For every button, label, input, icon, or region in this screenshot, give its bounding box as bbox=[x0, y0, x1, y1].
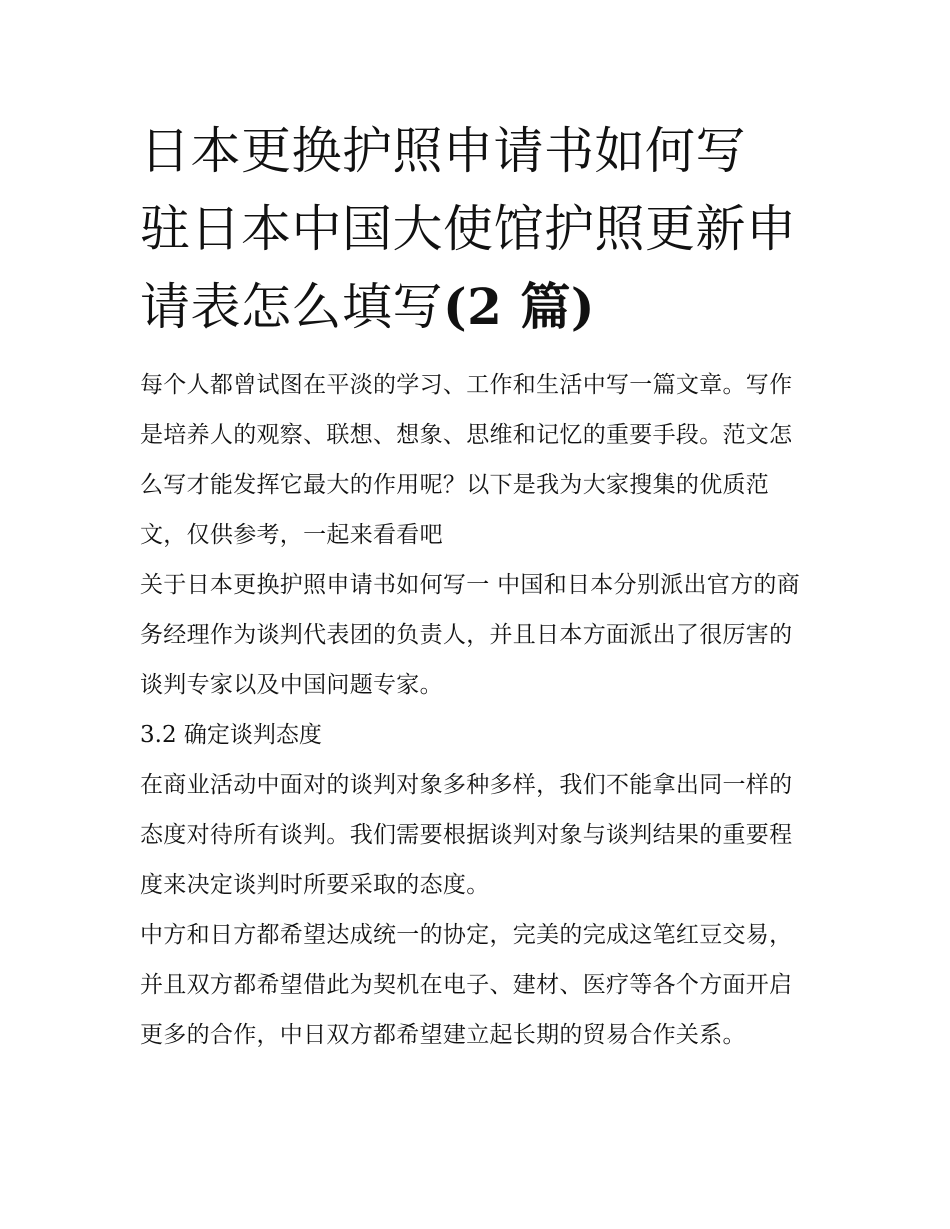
title-count: (2 篇) bbox=[443, 277, 596, 336]
body-paragraph: 关于日本更换护照申请书如何写一 中国和日本分别派出官方的商务经理作为谈判代表团的负责人，并且日本方面派出了很厉害的谈判专家以及中国问题专家。 bbox=[140, 572, 801, 698]
title-main-text: 日本更换护照申请书如何写 驻日本中国大使馆护照更新申请表怎么填写 bbox=[140, 122, 797, 336]
section-heading: 3.2 确定谈判态度 bbox=[140, 722, 322, 748]
intro-paragraph: 每个人都曾试图在平淡的学习、工作和生活中写一篇文章。写作是培养人的观察、联想、想象、思维和记忆的重要手段。范文怎么写才能发挥它最大的作用呢？以下是我为大家搜集的优质范文，仅供参考，一起来看看吧 bbox=[140, 372, 793, 548]
document-title bbox=[140, 112, 812, 346]
section-paragraph: 在商业活动中面对的谈判对象多种多样，我们不能拿出同一样的态度对待所有谈判。我们需要根据谈判对象与谈判结果的重要程度来决定谈判时所要采取的态度。 bbox=[140, 772, 793, 898]
section-paragraph: 中方和日方都希望达成统一的协定，完美的完成这笔红豆交易，并且双方都希望借此为契机在电子、建材、医疗等各个方面开启更多的合作，中日双方都希望建立起长期的贸易合作关系。 bbox=[140, 922, 793, 1048]
document-page bbox=[140, 112, 812, 1060]
